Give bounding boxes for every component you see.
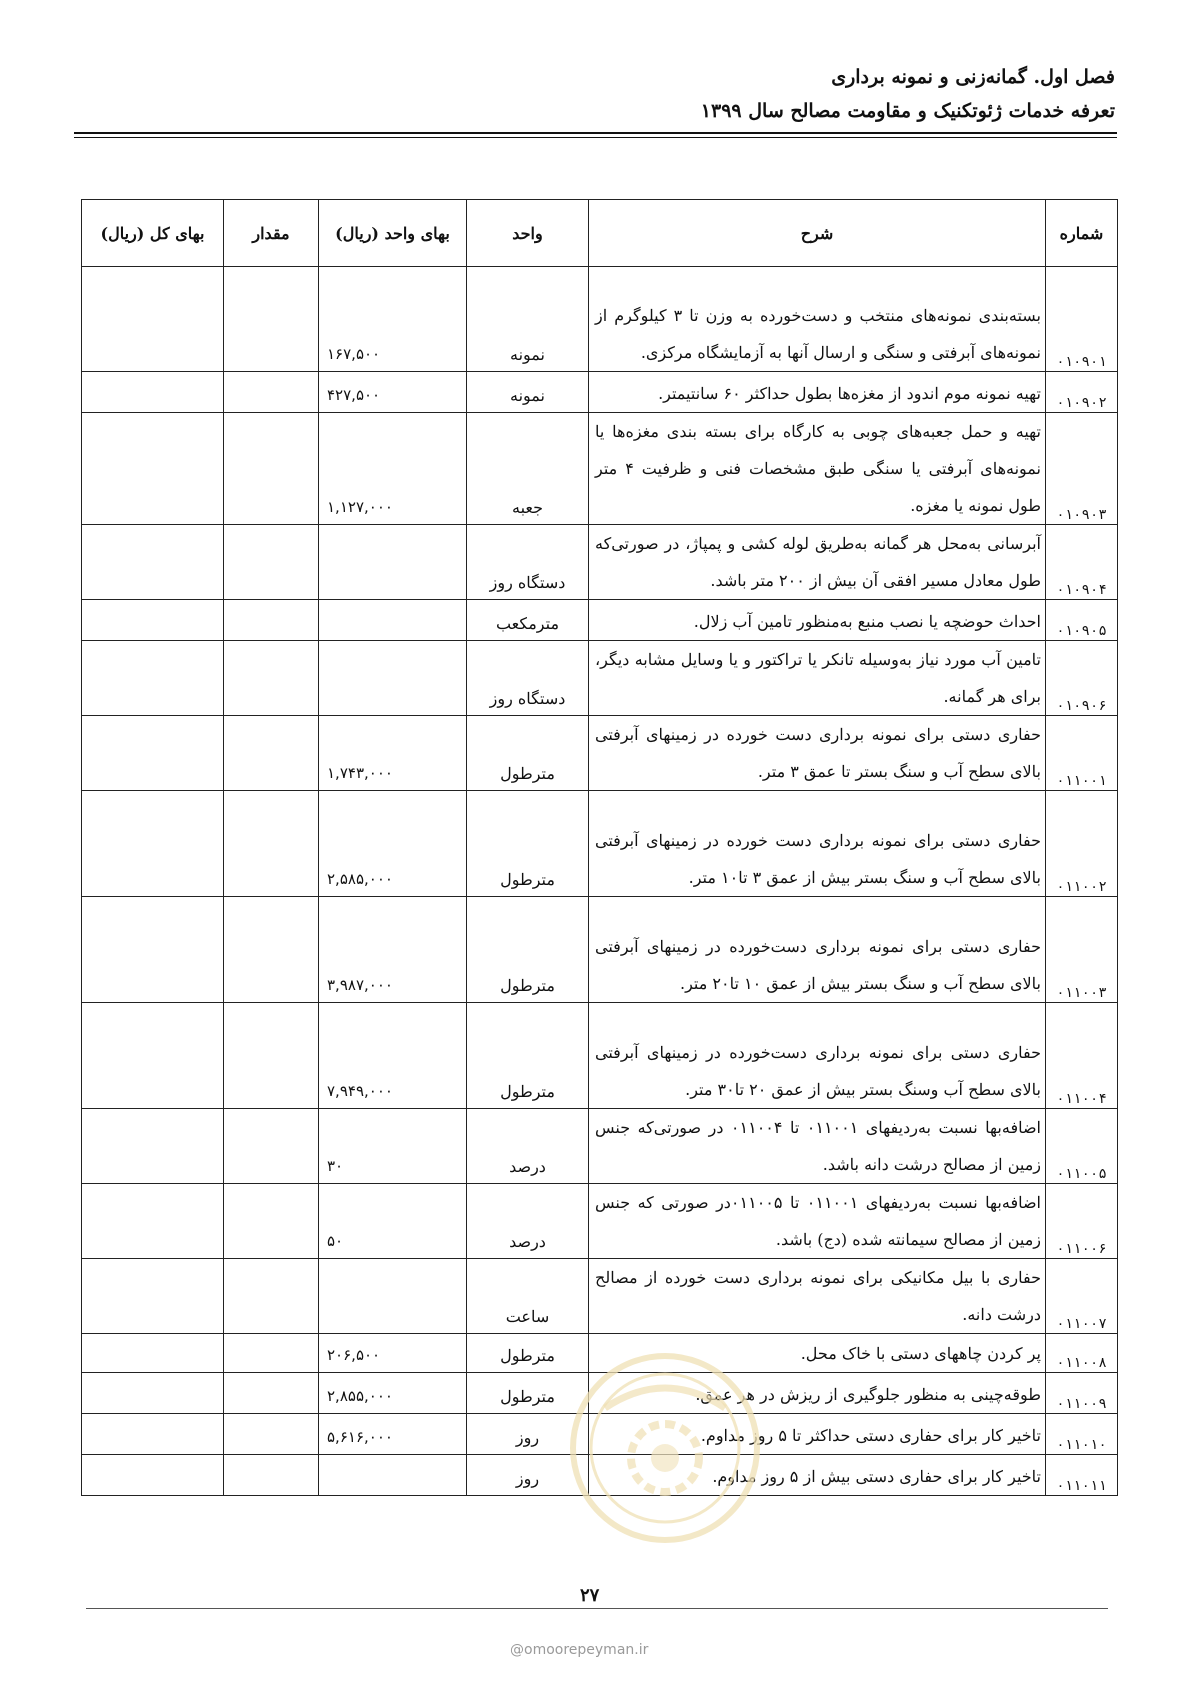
row-quantity [224,1184,319,1259]
row-quantity [224,716,319,791]
row-description: تامین آب مورد نیاز به‌وسیله تانکر یا تراکتور و یا وسایل مشابه دیگر، برای هر گمانه. [589,641,1046,716]
row-quantity [224,1259,319,1334]
row-total-price [82,641,224,716]
row-code: ۰۱۰۹۰۲ [1046,372,1118,413]
row-quantity [224,413,319,525]
table-row [82,1109,1118,1184]
row-unit-price: ۳۰ [319,1109,467,1184]
row-unit: درصد [467,1184,589,1259]
footer-rule [86,1608,1108,1609]
row-unit-price: ۱,۱۲۷,۰۰۰ [319,413,467,525]
row-code: ۰۱۱۰۰۸ [1046,1334,1118,1373]
row-quantity [224,525,319,600]
page-number: ۲۷ [580,1585,600,1606]
row-quantity [224,267,319,372]
row-description: بسته‌بندی نمونه‌های منتخب و دست‌خورده به وزن تا ۳ کیلوگرم از نمونه‌های آبرفتی و سنگی و ارسال آنها به آزمایشگاه مرکزی. [589,267,1046,372]
row-total-price [82,1373,224,1414]
row-total-price [82,267,224,372]
row-description: حفاری دستی برای نمونه برداری دست‌خورده در زمینهای آبرفتی بالای سطح آب وسنگ بستر بیش از عمق ۲۰ تا۳۰ متر. [589,1003,1046,1109]
row-quantity [224,600,319,641]
row-total-price [82,413,224,525]
row-code: ۰۱۱۰۰۶ [1046,1184,1118,1259]
table-row [82,716,1118,791]
table-row [82,372,1118,413]
row-unit: نمونه [467,267,589,372]
table-row [82,413,1118,525]
row-total-price [82,1003,224,1109]
row-code: ۰۱۰۹۰۵ [1046,600,1118,641]
row-unit: روز [467,1414,589,1455]
table-row [82,525,1118,600]
row-unit: مترطول [467,791,589,897]
column-header-unit: واحد [467,200,589,267]
row-description: طوقه‌چینی به منظور جلوگیری از ریزش در هر عمق. [589,1373,1046,1414]
row-description: آبرسانی به‌محل هر گمانه به‌طریق لوله کشی و پمپاژ، در صورتی‌که طول معادل مسیر افقی آن بیش از ۲۰۰ متر باشد. [589,525,1046,600]
website-watermark: @omoorepeyman.ir [510,1642,649,1658]
row-unit: مترطول [467,1373,589,1414]
header-rule-thick [74,132,1117,134]
row-unit: نمونه [467,372,589,413]
row-unit-price: ۱,۷۴۳,۰۰۰ [319,716,467,791]
table-row [82,1414,1118,1455]
table-row [82,1455,1118,1496]
table-row [82,791,1118,897]
column-header-code: شماره [1046,200,1118,267]
row-code: ۰۱۱۰۰۵ [1046,1109,1118,1184]
row-description: تهیه و حمل جعبه‌های چوبی به کارگاه برای بسته بندی مغزه‌ها یا نمونه‌های آبرفتی یا سنگی طبق مشخصات فنی و ظرفیت ۴ متر طول نمونه یا مغزه. [589,413,1046,525]
row-description: حفاری دستی برای نمونه برداری دست‌خورده در زمینهای آبرفتی بالای سطح آب و سنگ بستر بیش از عمق ۱۰ تا۲۰ متر. [589,897,1046,1003]
row-description: اضافه‌بها نسبت به‌ردیفهای ۰۱۱۰۰۱ تا ۰۱۱۰۰۴ در صورتی‌که جنس زمین از مصالح درشت دانه باشد. [589,1109,1046,1184]
row-total-price [82,1334,224,1373]
table-row [82,1373,1118,1414]
row-unit-price [319,1259,467,1334]
row-code: ۰۱۱۰۰۳ [1046,897,1118,1003]
row-code: ۰۱۱۰۰۹ [1046,1373,1118,1414]
row-unit: دستگاه روز [467,525,589,600]
column-header-desc: شرح [589,200,1046,267]
row-total-price [82,791,224,897]
row-description: تاخیر کار برای حفاری دستی حداکثر تا ۵ روز مداوم. [589,1414,1046,1455]
row-unit: مترطول [467,716,589,791]
row-description: احداث حوضچه یا نصب منبع به‌منظور تامین آب زلال. [589,600,1046,641]
row-code: ۰۱۱۰۰۱ [1046,716,1118,791]
table-row [82,1184,1118,1259]
row-quantity [224,1003,319,1109]
table-row [82,1334,1118,1373]
row-unit-price: ۲,۸۵۵,۰۰۰ [319,1373,467,1414]
row-unit-price: ۱۶۷,۵۰۰ [319,267,467,372]
row-quantity [224,641,319,716]
row-unit: مترطول [467,897,589,1003]
row-code: ۰۱۰۹۰۴ [1046,525,1118,600]
row-total-price [82,716,224,791]
column-header-qty: مقدار [224,200,319,267]
row-description: پر کردن چاههای دستی با خاک محل. [589,1334,1046,1373]
table-row [82,897,1118,1003]
table-row [82,600,1118,641]
row-unit: مترطول [467,1003,589,1109]
row-description: تهیه نمونه موم اندود از مغزه‌ها بطول حداکثر ۶۰ سانتیمتر. [589,372,1046,413]
row-unit-price [319,641,467,716]
row-quantity [224,791,319,897]
row-total-price [82,897,224,1003]
row-description: حفاری با بیل مکانیکی برای نمونه برداری دست خورده از مصالح درشت دانه. [589,1259,1046,1334]
row-code: ۰۱۱۰۱۰ [1046,1414,1118,1455]
row-quantity [224,1414,319,1455]
row-unit-price: ۵,۶۱۶,۰۰۰ [319,1414,467,1455]
table-header-row [82,200,1118,267]
row-code: ۰۱۰۹۰۳ [1046,413,1118,525]
table-row [82,1003,1118,1109]
row-total-price [82,1455,224,1496]
row-quantity [224,1334,319,1373]
row-quantity [224,372,319,413]
row-total-price [82,372,224,413]
row-code: ۰۱۱۰۰۷ [1046,1259,1118,1334]
row-description: حفاری دستی برای نمونه برداری دست خورده در زمینهای آبرفتی بالای سطح آب و سنگ بستر بیش از عمق ۳ تا۱۰ متر. [589,791,1046,897]
row-total-price [82,525,224,600]
row-unit-price [319,525,467,600]
row-quantity [224,1109,319,1184]
row-unit-price: ۵۰ [319,1184,467,1259]
row-unit-price [319,600,467,641]
row-total-price [82,1184,224,1259]
row-unit: مترطول [467,1334,589,1373]
table-row [82,1259,1118,1334]
page-header [701,60,1115,128]
column-header-price: بهای واحد (ریال) [319,200,467,267]
column-header-total: بهای کل (ریال) [82,200,224,267]
row-total-price [82,1414,224,1455]
row-unit-price: ۲۰۶,۵۰۰ [319,1334,467,1373]
tariff-table [81,199,1118,1496]
row-unit: مترمکعب [467,600,589,641]
row-quantity [224,897,319,1003]
row-unit-price: ۴۲۷,۵۰۰ [319,372,467,413]
table-row [82,267,1118,372]
row-unit-price [319,1455,467,1496]
row-code: ۰۱۰۹۰۱ [1046,267,1118,372]
row-description: اضافه‌بها نسبت به‌ردیفهای ۰۱۱۰۰۱ تا ۰۱۱۰۰۵در صورتی که جنس زمین از مصالح سیمانته شده (دج) باشد. [589,1184,1046,1259]
row-unit-price: ۲,۵۸۵,۰۰۰ [319,791,467,897]
row-quantity [224,1455,319,1496]
row-unit: دستگاه روز [467,641,589,716]
chapter-title: فصل اول. گمانه‌زنی و نمونه برداری [831,66,1115,88]
row-unit: ساعت [467,1259,589,1334]
row-unit-price: ۷,۹۴۹,۰۰۰ [319,1003,467,1109]
row-description: تاخیر کار برای حفاری دستی بیش از ۵ روز مداوم. [589,1455,1046,1496]
row-code: ۰۱۱۰۰۲ [1046,791,1118,897]
table-row [82,641,1118,716]
row-unit: جعبه [467,413,589,525]
row-total-price [82,1259,224,1334]
row-code: ۰۱۱۰۱۱ [1046,1455,1118,1496]
row-unit: درصد [467,1109,589,1184]
row-unit-price: ۳,۹۸۷,۰۰۰ [319,897,467,1003]
row-code: ۰۱۰۹۰۶ [1046,641,1118,716]
row-total-price [82,600,224,641]
row-code: ۰۱۱۰۰۴ [1046,1003,1118,1109]
row-unit: روز [467,1455,589,1496]
document-title: تعرفه خدمات ژئوتکنیک و مقاومت مصالح سال ۱۳۹۹ [700,100,1115,122]
row-quantity [224,1373,319,1414]
row-description: حفاری دستی برای نمونه برداری دست خورده در زمینهای آبرفتی بالای سطح آب و سنگ بستر تا عمق ۳ متر. [589,716,1046,791]
row-total-price [82,1109,224,1184]
header-rule-thin [74,137,1117,138]
